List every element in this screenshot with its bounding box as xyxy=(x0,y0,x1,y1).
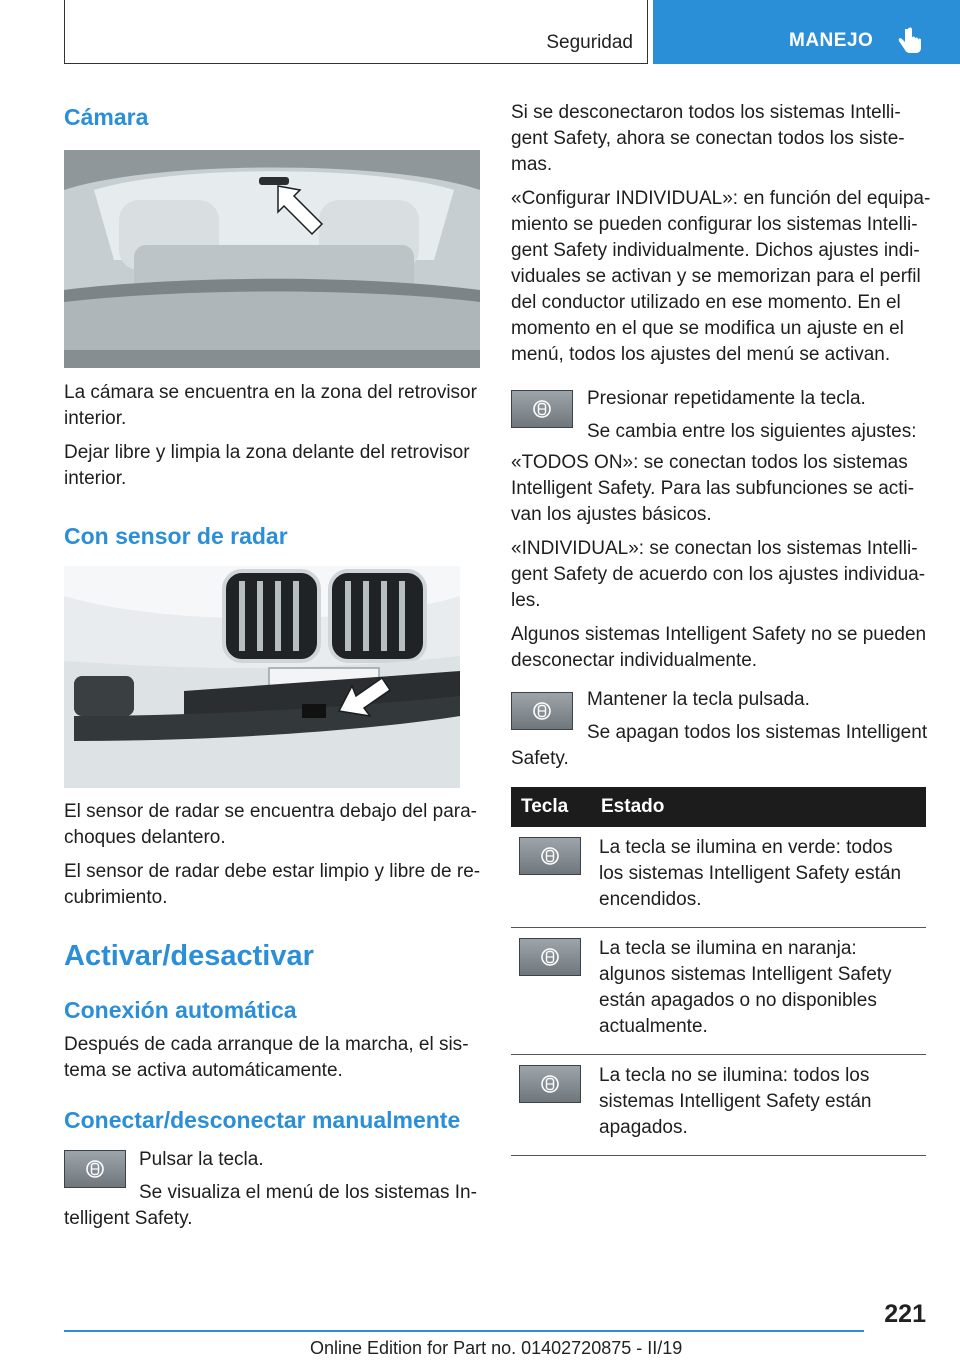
header-bar xyxy=(64,0,648,64)
table-header-key: Tecla xyxy=(511,787,591,827)
table-row xyxy=(511,928,926,1055)
table-header-status: Estado xyxy=(591,787,926,827)
hold-line2: Se apagan todos los sistemas Intelligent Safety. xyxy=(511,722,928,769)
chapter-tab-label: MANEJO xyxy=(789,30,874,51)
safety-key-green xyxy=(519,837,581,875)
option-paragraph: «TODOS ON»: se conectan todos los sistemas Intelligent Safety. Para las subfunciones se activan los ajustes básicos. xyxy=(511,452,915,525)
option-paragraph: Algunos sistemas Intelligent Safety no se pueden desconectar individualmente. xyxy=(511,624,927,671)
hold-line1: Mantener la tecla pulsada. xyxy=(587,689,810,710)
table-cell-status: La tecla se ilumina en verde: todos los sistemas Intelligent Safety están encendidos. xyxy=(591,827,926,928)
camera-paragraph: La cámara se encuentra en la zona del retrovisor interior. xyxy=(64,382,477,429)
intro-paragraph: Si se desconectaron todos los sistemas Intelligent Safety, ahora se conectan todos los sistemas. xyxy=(511,102,905,175)
press-line1: Presionar repetidamente la tecla. xyxy=(587,388,866,409)
hand-pointer-icon xyxy=(898,27,924,55)
radar-heading: Con sensor de radar xyxy=(64,523,288,549)
camera-paragraph: Dejar libre y limpia la zona delante del retrovisor interior. xyxy=(64,442,470,489)
section-title: Seguridad xyxy=(546,32,633,53)
manual-line1: Pulsar la tecla. xyxy=(139,1149,264,1170)
safety-key-button[interactable] xyxy=(511,390,573,428)
page-number: 221 xyxy=(884,1300,926,1328)
safety-key-off xyxy=(519,1065,581,1103)
table-cell-status: La tecla se ilumina en naranja: algunos sistemas Intelligent Safety están apagados o no disponibles actualmente. xyxy=(591,928,926,1055)
intelligent-safety-icon xyxy=(540,1073,560,1095)
options-text xyxy=(511,450,931,682)
press-line2: Se cambia entre los siguientes ajustes: xyxy=(587,421,917,442)
intro-text xyxy=(511,100,931,376)
intelligent-safety-icon xyxy=(85,1158,105,1180)
camera-location-image xyxy=(64,150,480,368)
status-table xyxy=(511,787,926,1156)
table-row xyxy=(511,1055,926,1156)
footer-divider xyxy=(64,1330,864,1332)
intro-paragraph: «Configurar INDIVIDUAL»: en función del equipamiento se pueden configurar los sistemas Intelligent Safety individualmente. Dichos ajustes individuales se activan y se memorizan para el perfil del conductor utilizado en ese momento. En el momento en el que se modifica un ajuste en el menú, todos los ajustes del menú se activan. xyxy=(511,188,931,365)
auto-text: Después de cada arranque de la marcha, el sistema se activa automáticamente. xyxy=(64,1034,469,1081)
radar-paragraph: El sensor de radar se encuentra debajo del parachoques delantero. xyxy=(64,801,477,848)
intelligent-safety-icon xyxy=(540,946,560,968)
auto-heading: Conexión automática xyxy=(64,997,297,1023)
table-cell-status: La tecla no se ilumina: todos los sistemas Intelligent Safety están apagados. xyxy=(591,1055,926,1156)
radar-text xyxy=(64,799,484,919)
footer-edition: Online Edition for Part no. 01402720875 - II/19 xyxy=(310,1338,683,1358)
table-row xyxy=(511,827,926,928)
chapter-tab[interactable] xyxy=(653,0,960,64)
safety-key-orange xyxy=(519,938,581,976)
camera-heading: Cámara xyxy=(64,104,149,130)
manual-heading: Conectar/desconectar manualmente xyxy=(64,1107,461,1133)
intelligent-safety-icon xyxy=(532,398,552,420)
camera-text xyxy=(64,380,484,500)
intelligent-safety-icon xyxy=(540,845,560,867)
activate-heading: Activar/desactivar xyxy=(64,940,314,972)
manual-line2: Se visualiza el menú de los sistemas Intelligent Safety. xyxy=(64,1182,477,1229)
radar-sensor-image xyxy=(64,566,460,788)
option-paragraph: «INDIVIDUAL»: se conectan los sistemas Intelligent Safety de acuerdo con los ajustes individuales. xyxy=(511,538,926,611)
intelligent-safety-icon xyxy=(532,700,552,722)
radar-paragraph: El sensor de radar debe estar limpio y libre de recubrimiento. xyxy=(64,861,481,908)
